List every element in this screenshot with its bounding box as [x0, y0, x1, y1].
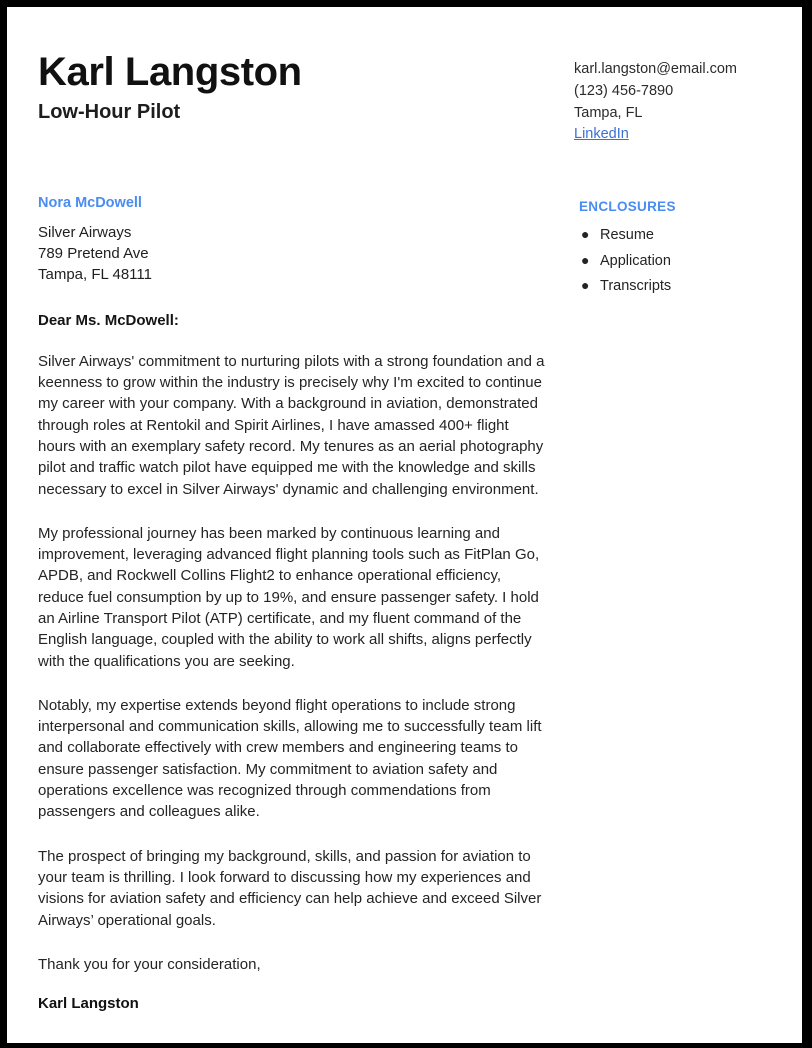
letter-paragraph: My professional journey has been marked by continuous learning and improvement, leveraging advanced flight planning tools such as FitPlan Go, APDB, and Rockwell Collins Flight2 to enhance operational efficiency, reduce fuel consumption by up to 19%, and ensure passenger safety. I hold an Airline Transport Pilot (ATP) certificate, and my fluent command of the English language, coupled with the ability to work all shifts, aligns perfectly with the qualifications you are seeking. [38, 524, 540, 670]
list-item [579, 276, 774, 297]
letter-paragraph: Notably, my expertise extends beyond flight operations to include strong interpersonal and communication skills, allowing me to successfully team lift and collaborate effectively with crew members and engineering teams to ensure passenger satisfaction. My commitment to aviation safety and operations excellence was recognized through commendations from passengers and colleagues alike. [38, 696, 542, 821]
letter-paragraph: Silver Airways' commitment to nurturing pilots with a strong foundation and a keenness to grow within the industry is precisely why I'm excited to continue my career with your company. With a background in aviation, demonstrated through roles at Rentokil and Spirit Airlines, I have amassed 400+ flight hours with an exemplary safety record. My tenures as an aerial photography pilot and traffic watch pilot have equipped me with the knowledge and skills necessary to excel in Silver Airways' dynamic and challenging environment. [38, 352, 545, 498]
enclosure-label: Application [600, 252, 671, 269]
recipient-name: Nora McDowell [38, 195, 142, 211]
salutation: Dear Ms. McDowell: [38, 311, 179, 329]
contact-email: karl.langston@email.com [574, 61, 738, 77]
bullet-icon: ● [581, 226, 590, 242]
job-title: Low-Hour Pilot [38, 101, 181, 124]
list-item [579, 251, 774, 272]
enclosures-list [579, 225, 774, 297]
identity-block [38, 51, 302, 124]
list-item [579, 225, 774, 246]
recipient-city-state-zip: Tampa, FL 48111 [38, 266, 152, 284]
linkedin-link[interactable]: LinkedIn [574, 126, 629, 143]
contact-location: Tampa, FL [574, 104, 643, 121]
enclosure-label: Resume [600, 227, 654, 243]
cover-letter-page [7, 7, 802, 1043]
bullet-icon: ● [581, 277, 590, 294]
recipient-block [38, 194, 546, 286]
enclosures-heading: ENCLOSURES [579, 199, 676, 214]
letter-columns [7, 194, 802, 1012]
signature-name: Karl Langston [38, 995, 139, 1013]
enclosure-label: Transcripts [600, 278, 672, 295]
letter-body [38, 351, 546, 931]
contact-block [574, 51, 774, 146]
recipient-street: 789 Pretend Ave [38, 245, 149, 263]
contact-phone: (123) 456-7890 [574, 82, 674, 99]
closing-line: Thank you for your consideration, [38, 955, 261, 973]
letter-main-column [38, 194, 556, 1012]
letter-paragraph: The prospect of bringing my background, skills, and passion for aviation to your team is thrilling. I look forward to discussing how my experiences and visions for aviation safety and efficiency can help achieve and exceed Silver Airways’ operational goals. [38, 847, 542, 929]
letter-side-column [556, 194, 774, 302]
letter-header [7, 7, 802, 146]
bullet-icon: ● [581, 251, 590, 268]
page-title: Karl Langston [38, 50, 302, 94]
recipient-company: Silver Airways [38, 223, 132, 241]
